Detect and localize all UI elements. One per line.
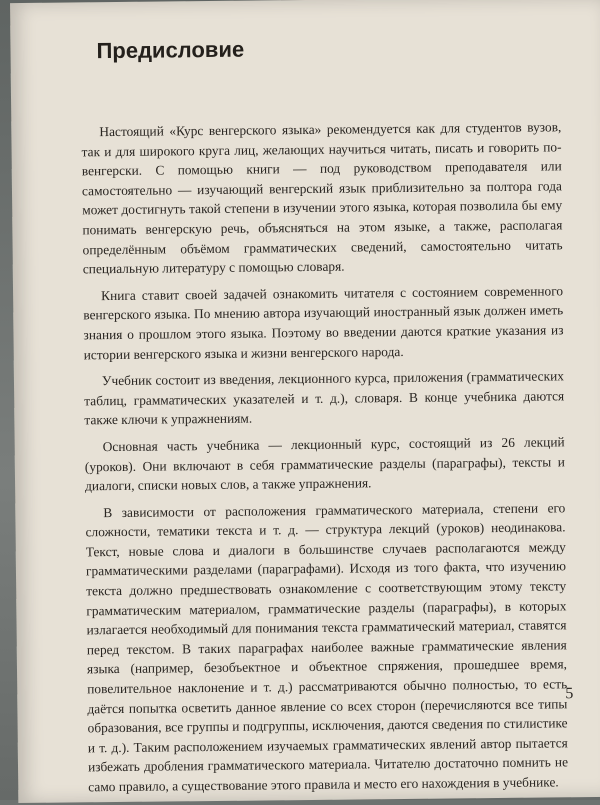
paragraph: В зависимости от расположения грамматического материала, степени его сложности, тематики текста и т. д. — структура лекций (уроков) неодинакова. Текст, новые слова и диалоги в большинстве случаев располагаются между грамматическими разделами (параграфами). Исходя из того факта, что изучению текста должно предшествовать ознакомление с соответствующим этому тексту грамматическим материалом, грамматические разделы (параграфы), в которых излагается необходимый для понимания текста грамматический материал, ставятся перед текстом. В таких параграфах наиболее важные грамматические явления языка (например, безобъектное и объектное спряжения, прошедшее время, повелительное наклонение и т. д.) рассматриваются обычно полностью, то есть даётся попытка осветить данное явление со всех сторон (перечисляются все типы образования, все группы и подгруппы, исключения, даются сведения по стилистике и т. д.). Таким расположением изучаемых грамматических явлений автор пытается избежать дробления грамматического материала. Читателю достаточно помнить не само правило, а существование этого правила и место его нахождения в учебнике.	[85, 499, 569, 795]
paragraph: Книга ставит своей задачей ознакомить читателя с состоянием современного венгерского языка. По мнению автора изучающий иностранный язык должен иметь знания о прошлом этого языка. Поэтому во введении даются краткие указания из истории венгерского языка и жизни венгерского народа.	[83, 283, 564, 362]
page-number: 5	[565, 685, 574, 703]
book-page	[10, 0, 600, 803]
paragraph: Учебник состоит из введения, лекционного курса, приложения (грамматических таблиц, грамматических указателей и т. д.), словаря. В конце учебника даются также ключи к упражнениям.	[84, 368, 565, 428]
page-body	[81, 117, 568, 804]
page-title: Предисловие	[96, 36, 245, 64]
paragraph: Основная часть учебника — лекционный курс, состоящий из 26 лекций (уроков). Они включают в себя грамматические разделы (параграфы), тексты и диалоги, списки новых слов, а также упражнения.	[84, 434, 565, 494]
paragraph: Настоящий «Курс венгерского языка» рекомендуется как для студентов вузов, так и для широкого круга лиц, желающих научиться читать, писать и говорить по-венгерски. С помощью книги — под руководством преподавателя или самостоятельно — изучающий венгерский язык приблизительно за полтора года может достигнуть такой степени в изучении этого языка, которая позволила бы ему понимать венгерскую речь, объясняться на этом языке, а также, располагая определённым объёмом грамматических сведений, самостоятельно читать специальную литературу с помощью словаря.	[81, 119, 563, 277]
